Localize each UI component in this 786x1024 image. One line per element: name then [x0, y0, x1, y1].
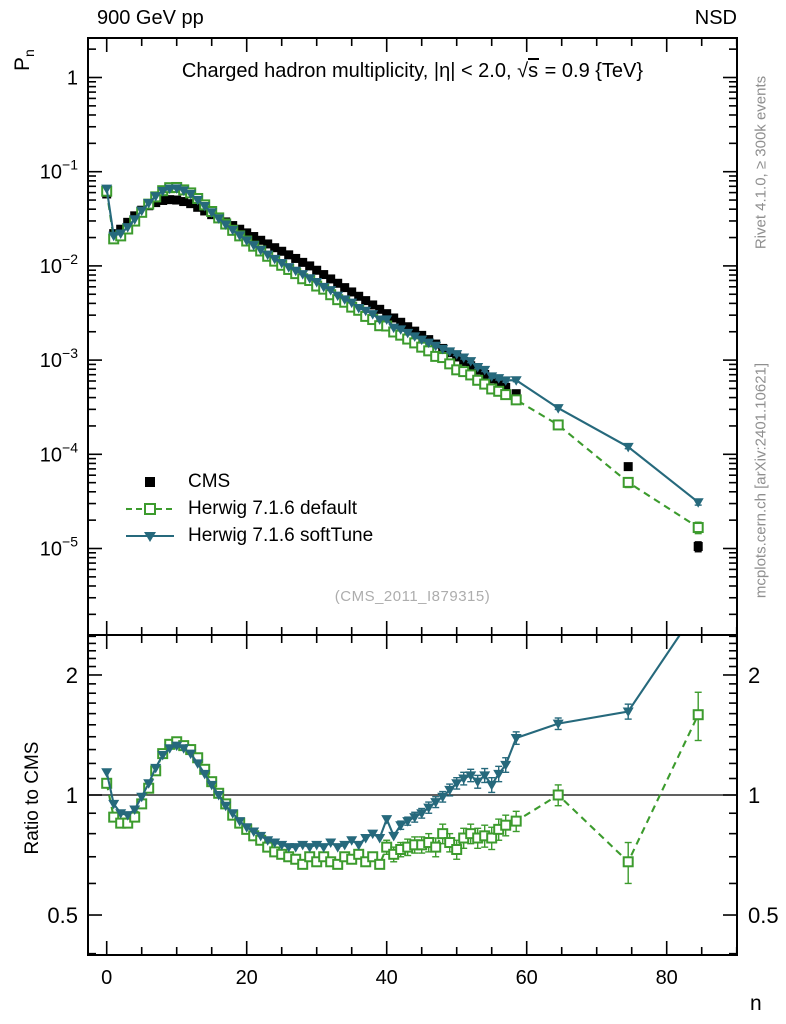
ratio-y-tick-label-left: 1 — [65, 783, 78, 808]
main-y-tick-label: $10^{-5}$ — [39, 533, 78, 561]
beam-energy-label: 900 GeV pp — [97, 7, 204, 29]
rivet-version-note: Rivet 4.1.0, ≥ 300k events — [752, 75, 770, 250]
legend-label-herwig-softtune: Herwig 7.1.6 softTune — [188, 525, 374, 546]
legend-row-herwig-softtune — [126, 526, 373, 546]
ratio-panel-data — [88, 596, 737, 883]
legend-row-cms — [126, 472, 230, 492]
legend-label-cms: CMS — [188, 471, 231, 492]
legend-label-herwig-default: Herwig 7.1.6 default — [188, 498, 357, 519]
x-tick-label: 60 — [515, 967, 538, 989]
main-y-tick-label: $10^{-1}$ — [39, 156, 78, 184]
x-tick-label: 80 — [655, 967, 678, 989]
ratio-y-tick-label-right: 0.5 — [748, 903, 779, 929]
x-tick-label: 0 — [101, 967, 113, 989]
ratio-y-tick-label-left: 2 — [65, 662, 78, 688]
legend-row-herwig-default — [126, 499, 357, 519]
x-tick-label: 20 — [235, 967, 258, 989]
main-y-tick-label: $10^{-3}$ — [39, 345, 78, 373]
plot-title — [88, 58, 737, 83]
cms-marker-icon — [126, 473, 174, 491]
sqrt-argument: s — [528, 60, 539, 82]
y-axis-label-sub: n — [21, 49, 38, 57]
y-axis-label-main — [11, 0, 37, 120]
sqrt-symbol: √ — [517, 60, 529, 82]
analysis-watermark: (CMS_2011_I879315) — [334, 588, 491, 605]
x-axis-label: n — [750, 992, 762, 1015]
ratio-series-herwig-default — [102, 692, 703, 883]
herwig-softtune-marker-icon — [126, 527, 174, 545]
main-panel-data — [101, 183, 704, 552]
ratio-y-tick-label-right: 2 — [748, 662, 761, 688]
main-y-tick-label: 1 — [66, 67, 78, 90]
ratio-y-tick-label-left: 0.5 — [47, 903, 78, 929]
main-y-tick-label: $10^{-4}$ — [39, 439, 78, 467]
y-axis-label-ratio: Ratio to CMS — [22, 741, 43, 855]
event-class-label: NSD — [694, 7, 737, 29]
main-y-tick-label: $10^{-2}$ — [39, 250, 78, 278]
plot-title-text: Charged hadron multiplicity, |η| < 2.0, — [181, 60, 518, 82]
x-tick-label: 40 — [375, 967, 398, 989]
mcplots-credit-note: mcplots.cern.ch [arXiv:2401.10621] — [752, 362, 770, 599]
main-series-herwig-softtune — [101, 184, 704, 507]
herwig-default-marker-icon — [126, 500, 174, 518]
plot-title-suffix: = 0.9 {TeV} — [539, 60, 644, 82]
ratio-y-tick-label-right: 1 — [748, 783, 761, 808]
y-axis-label-base: P — [10, 56, 34, 71]
